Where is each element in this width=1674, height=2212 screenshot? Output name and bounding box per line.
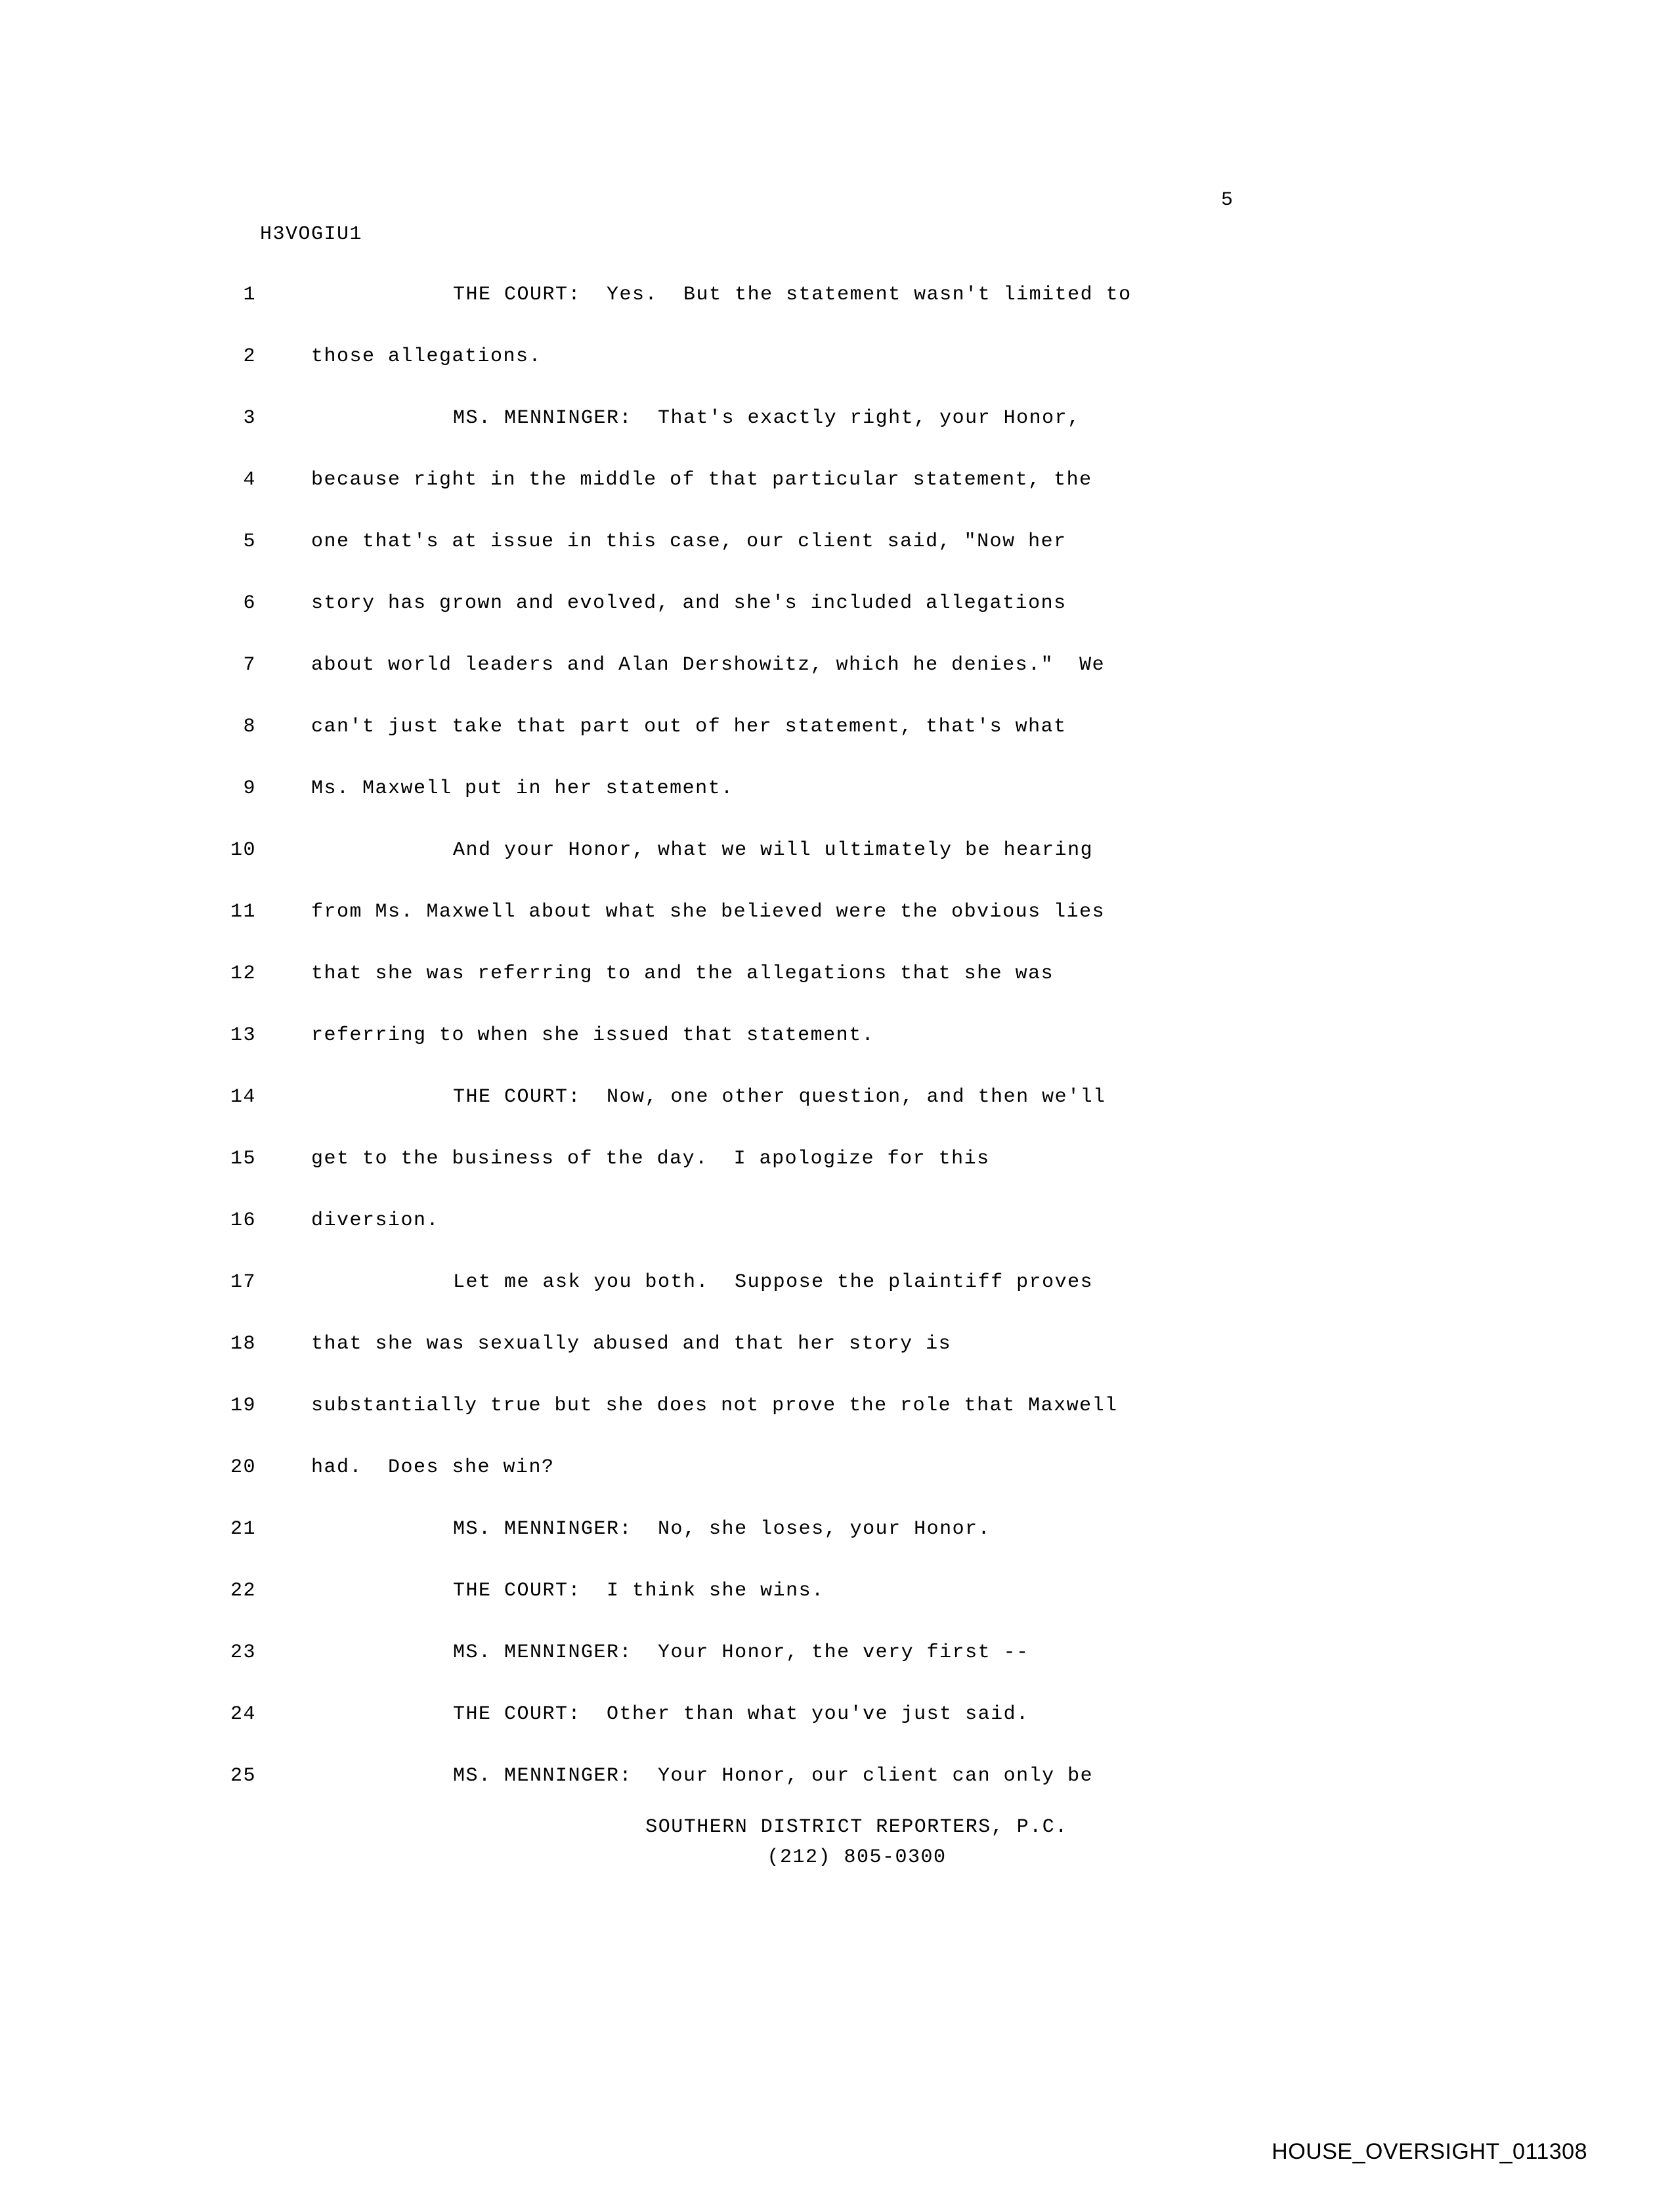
line-number: 1 [243,284,256,306]
line-number: 17 [230,1271,256,1293]
line-text: had. Does she win? [311,1456,555,1479]
line-number: 3 [243,407,256,429]
line-text: diversion. [311,1209,440,1232]
transcript-line [184,1456,1497,1518]
transcript-line [184,654,1497,716]
line-number: 25 [230,1765,256,1787]
transcript-line [184,592,1497,654]
transcript-line [184,1641,1497,1703]
transcript-line [184,839,1497,901]
line-text: because right in the middle of that particular statement, the [311,469,1092,491]
page-footer [0,1812,1674,1873]
transcript-line [184,1024,1497,1086]
transcript-line [184,1148,1497,1209]
line-text: MS. MENNINGER: Your Honor, our client can only be [453,1765,1094,1787]
transcript-line [184,1580,1497,1641]
line-text: MS. MENNINGER: Your Honor, the very first -- [453,1641,1029,1664]
transcript-line [184,531,1497,592]
transcript-line [184,963,1497,1024]
transcript-body [184,284,1497,1827]
line-text: those allegations. [311,345,542,368]
line-text: THE COURT: Other than what you've just said. [453,1703,1029,1725]
transcript-header-id: H3VOGIU1 [260,223,363,246]
transcript-line [184,469,1497,531]
transcript-line [184,407,1497,469]
line-text: from Ms. Maxwell about what she believed were the obvious lies [311,901,1105,923]
line-number: 12 [230,963,256,985]
transcript-line [184,1518,1497,1580]
page-number: 5 [1221,189,1234,211]
line-text: THE COURT: I think she wins. [453,1580,825,1602]
line-number: 7 [243,654,256,676]
line-number: 6 [243,592,256,615]
line-number: 20 [230,1456,256,1479]
line-text: THE COURT: Now, one other question, and then we'll [453,1086,1106,1108]
footer-phone: (212) 805-0300 [767,1846,947,1869]
line-number: 24 [230,1703,256,1725]
line-number: 18 [230,1333,256,1355]
line-number: 14 [230,1086,256,1108]
line-number: 23 [230,1641,256,1664]
line-text: get to the business of the day. I apologize for this [311,1148,990,1170]
transcript-line [184,1703,1497,1765]
line-number: 10 [230,839,256,861]
line-number: 15 [230,1148,256,1170]
transcript-line [184,1333,1497,1395]
line-number: 2 [243,345,256,368]
transcript-line [184,901,1497,963]
line-text: about world leaders and Alan Dershowitz, which he denies." We [311,654,1105,676]
footer-reporter: SOUTHERN DISTRICT REPORTERS, P.C. [645,1816,1068,1838]
transcript-line [184,284,1497,345]
transcript-line [184,716,1497,777]
line-text: can't just take that part out of her statement, that's what [311,716,1067,738]
line-text: referring to when she issued that statement. [311,1024,875,1047]
line-number: 8 [243,716,256,738]
line-text: THE COURT: Yes. But the statement wasn't limited to [453,284,1132,306]
line-number: 22 [230,1580,256,1602]
line-text: that she was sexually abused and that her story is [311,1333,952,1355]
line-number: 5 [243,531,256,553]
line-text: Let me ask you both. Suppose the plaintiff proves [453,1271,1094,1293]
line-number: 21 [230,1518,256,1540]
line-text: one that's at issue in this case, our client said, "Now her [311,531,1067,553]
line-text: substantially true but she does not prove the role that Maxwell [311,1395,1118,1417]
line-text: MS. MENNINGER: That's exactly right, your Honor, [453,407,1081,429]
transcript-line [184,1209,1497,1271]
line-number: 4 [243,469,256,491]
bates-number: HOUSE_OVERSIGHT_011308 [1272,2139,1587,2164]
line-text: that she was referring to and the allegations that she was [311,963,1054,985]
line-number: 11 [230,901,256,923]
transcript-line [184,345,1497,407]
line-number: 9 [243,777,256,800]
line-number: 16 [230,1209,256,1232]
transcript-line [184,1271,1497,1333]
line-number: 19 [230,1395,256,1417]
line-text: MS. MENNINGER: No, she loses, your Honor. [453,1518,991,1540]
line-text: And your Honor, what we will ultimately be hearing [453,839,1094,861]
line-number: 13 [230,1024,256,1047]
line-text: story has grown and evolved, and she's included allegations [311,592,1067,615]
transcript-line [184,777,1497,839]
line-text: Ms. Maxwell put in her statement. [311,777,734,800]
transcript-line [184,1395,1497,1456]
transcript-line [184,1086,1497,1148]
